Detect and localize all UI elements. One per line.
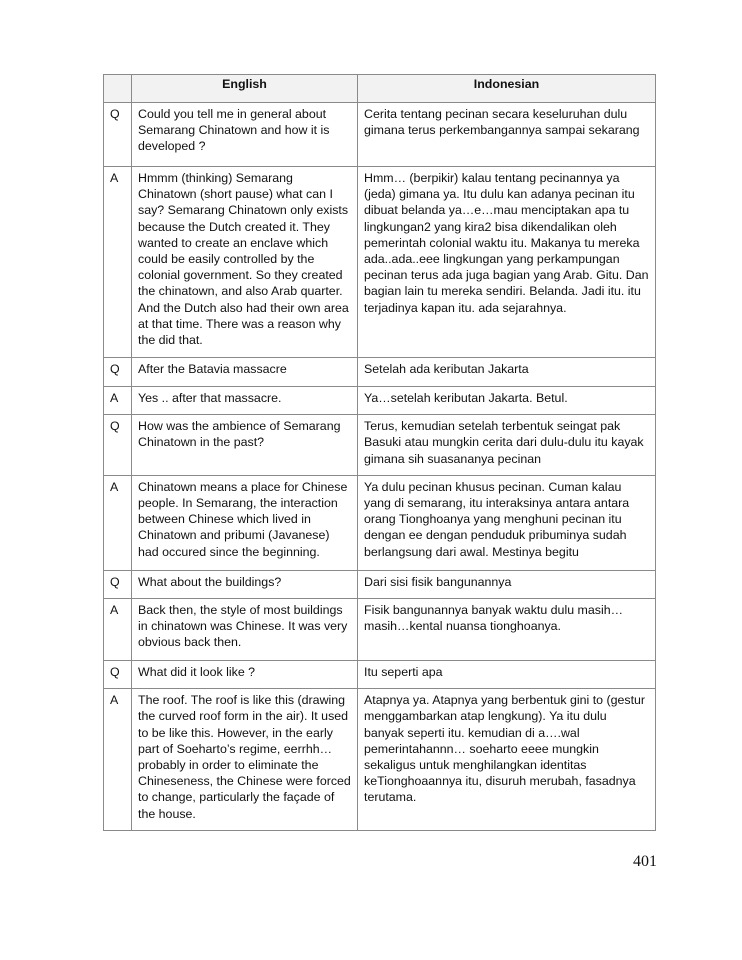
english-text: Hmmm (thinking) Semarang Chinatown (short pause) what can I say? Semarang Chinatown only exists because the Dutch created it. They wanted to create an enclave which could be easily controlled by the colonial government. So they created the chinatown, and also Arab quarter. And the Dutch also had their own area at that time. There was a reason why the did that. [132,167,358,358]
indonesian-text: Ya dulu pecinan khusus pecinan. Cuman kalau yang di semarang, itu interaksinya antara antara orang Tionghoanya yang menghuni pecinan itu dengan ee dengan penduduk pribuminya sudah berlangsung dari awal. Mestinya begitu [358,475,656,570]
qa-label: A [104,599,132,661]
english-text: Back then, the style of most buildings in chinatown was Chinese. It was very obvious back then. [132,599,358,661]
table-row [104,387,656,415]
indonesian-column-header: Indonesian [358,75,656,103]
table-row [104,103,656,167]
english-text: After the Batavia massacre [132,358,358,387]
qa-label: Q [104,415,132,476]
table-row [104,661,656,689]
indonesian-text: Ya…setelah keributan Jakarta. Betul. [358,387,656,415]
qa-label: A [104,689,132,831]
english-column-header: English [132,75,358,103]
table-row [104,475,656,570]
english-text: What about the buildings? [132,570,358,598]
interview-table [103,74,656,831]
qa-label: Q [104,570,132,598]
english-text: Yes .. after that massacre. [132,387,358,415]
indonesian-text: Terus, kemudian setelah terbentuk seingat pak Basuki atau mungkin cerita dari dulu-dulu itu kayak gimana sih suasananya pecinan [358,415,656,476]
table-row [104,689,656,831]
english-text: Could you tell me in general about Semarang Chinatown and how it is developed ? [132,103,358,167]
indonesian-text: Itu seperti apa [358,661,656,689]
qa-label: A [104,387,132,415]
english-text: What did it look like ? [132,661,358,689]
english-text: How was the ambience of Semarang Chinatown in the past? [132,415,358,476]
english-text: The roof. The roof is like this (drawing the curved roof form in the air). It used to be like this. However, in the early part of Soeharto’s regime, eerrhh… probably in order to eliminate the Chineseness, the Chinese were forced to change, particularly the façade of the house. [132,689,358,831]
indonesian-text: Cerita tentang pecinan secara keseluruhan dulu gimana terus perkembangannya sampai sekarang [358,103,656,167]
table-row [104,167,656,358]
indonesian-text: Dari sisi fisik bangunannya [358,570,656,598]
table-row [104,358,656,387]
table-header-row [104,75,656,103]
qa-label: A [104,475,132,570]
table-row [104,570,656,598]
indonesian-text: Fisik bangunannya banyak waktu dulu masih…masih…kental nuansa tionghoanya. [358,599,656,661]
table-row [104,599,656,661]
indonesian-text: Hmm… (berpikir) kalau tentang pecinannya ya (jeda) gimana ya. Itu dulu kan adanya pecinan itu dibuat belanda ya…e…mau menciptakan apa tu lingkungan2 yang kira2 bisa dikendalikan oleh pemerintah colonial waktu itu. Makanya tu mereka ada..ada..eee lingkungan yang perkampungan pecinan terus ada juga bagian yang Arab. Gitu. Dan bagian lain tu mereka sendiri. Belanda. Jadi itu. itu terjadinya kapan itu. ada sejarahnya. [358,167,656,358]
qa-label: A [104,167,132,358]
qa-label: Q [104,661,132,689]
indonesian-text: Atapnya ya. Atapnya yang berbentuk gini to (gestur menggambarkan atap lengkung). Ya itu dulu banyak seperti itu. kemudian di a….wal pemerintahannn… soeharto eeee mungkin sekaligus untuk menghilangkan identitas keTionghoaannya itu, disuruh merubah, fasadnya terutama. [358,689,656,831]
table-row [104,415,656,476]
qa-column-header [104,75,132,103]
indonesian-text: Setelah ada keributan Jakarta [358,358,656,387]
qa-label: Q [104,103,132,167]
qa-label: Q [104,358,132,387]
page-number: 401 [633,853,657,870]
english-text: Chinatown means a place for Chinese people. In Semarang, the interaction between Chinese which lived in Chinatown and pribumi (Javanese) had occured since the beginning. [132,475,358,570]
